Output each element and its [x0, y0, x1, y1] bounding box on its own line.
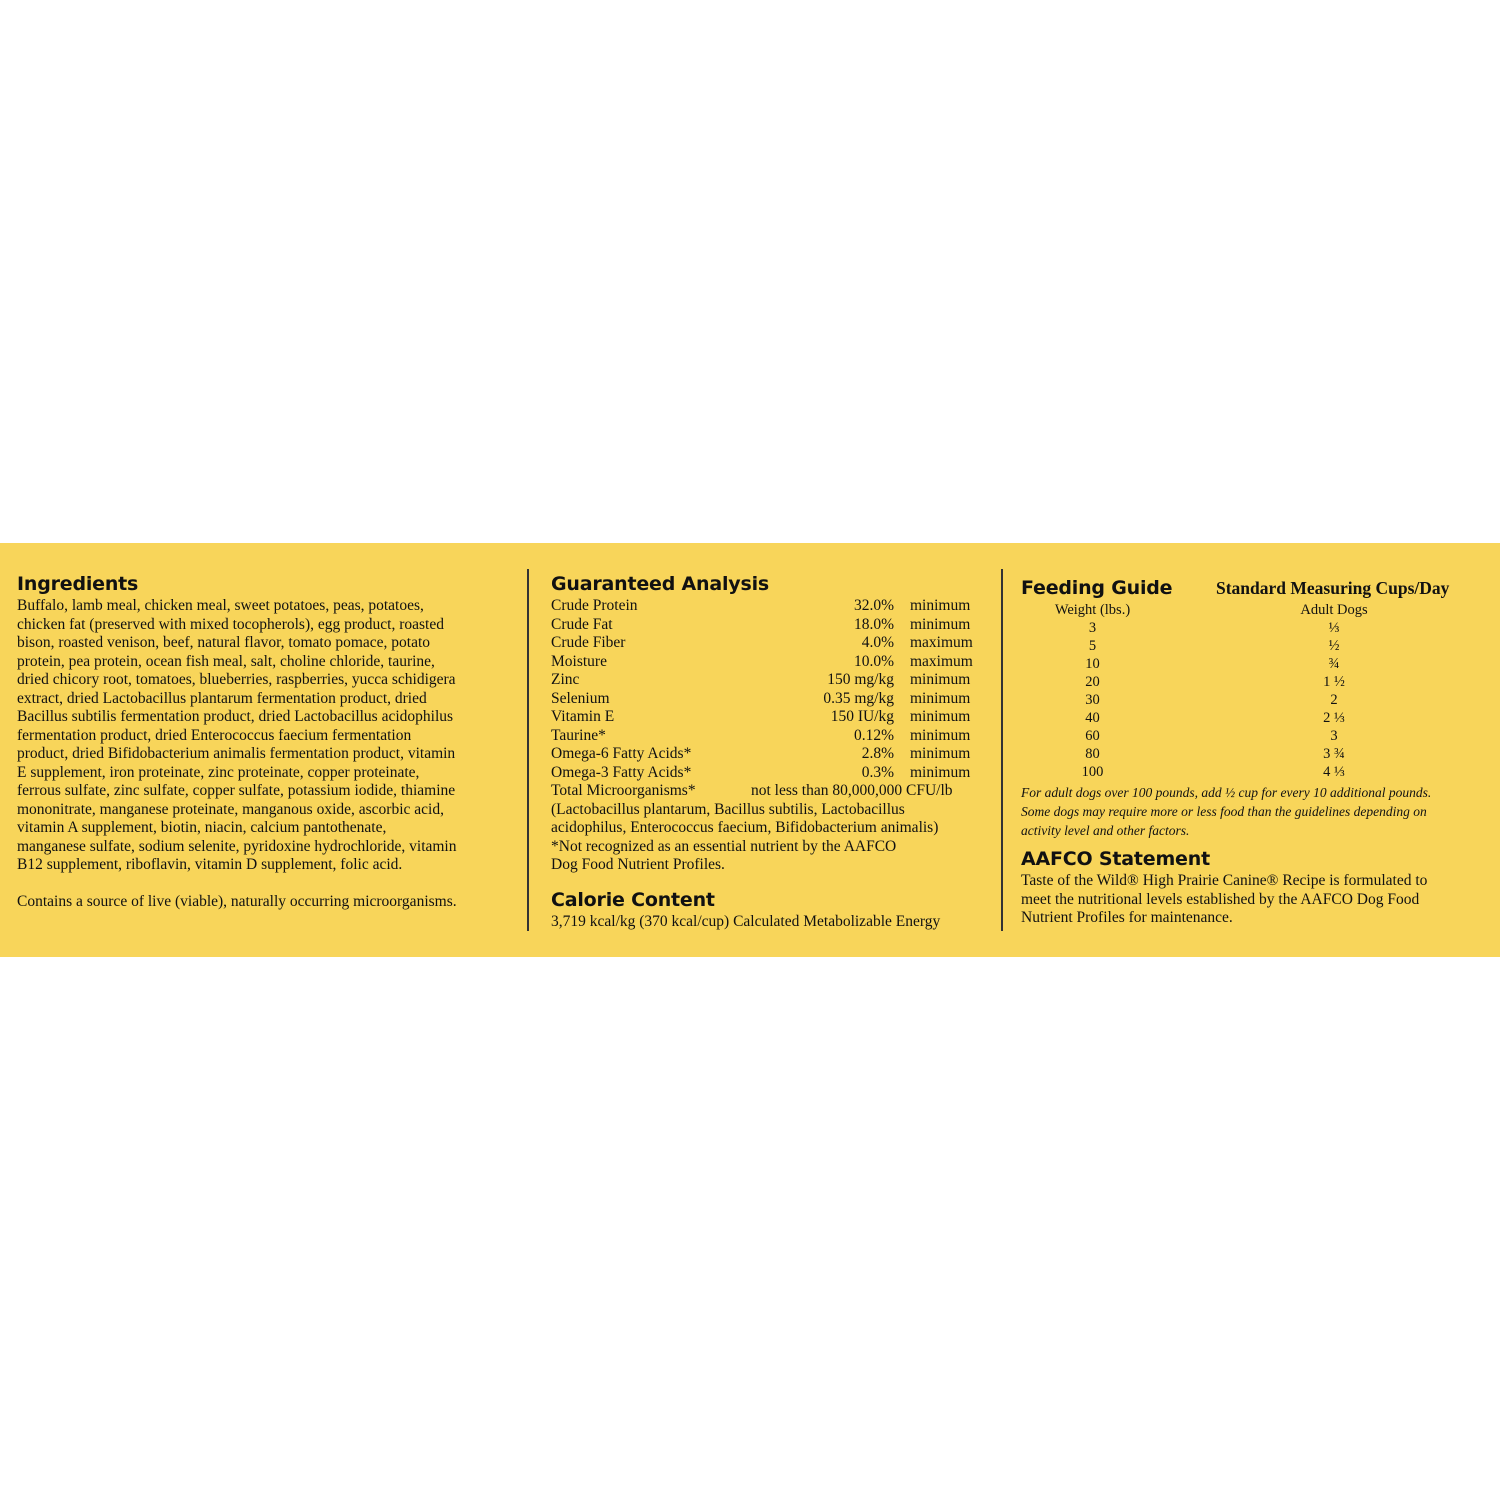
nutrient-qualifier: minimum: [910, 726, 971, 744]
calorie-text: 3,719 kcal/kg (370 kcal/cup) Calculated Metabolizable Energy: [551, 912, 941, 930]
nutrient-value: 150 mg/kg: [827, 671, 894, 688]
weight-cell: 30: [1085, 692, 1100, 708]
cups-cell: ½: [1328, 638, 1340, 654]
nutrient-name: Selenium: [551, 689, 610, 707]
feeding-row: [1021, 691, 1491, 709]
feeding-note-line: For adult dogs over 100 pounds, add ½ cup for every 10 additional pounds.: [1021, 785, 1432, 800]
ingredients-line: E supplement, iron proteinate, zinc proteinate, copper proteinate,: [17, 763, 420, 781]
feeding-note: [1021, 783, 1491, 840]
ingredients-line: product, dried Bifidobacterium animalis fermentation product, vitamin: [17, 745, 456, 762]
ingredients-line: manganese sulfate, sodium selenite, pyridoxine hydrochloride, vitamin: [17, 837, 457, 855]
analysis-row: [551, 745, 991, 764]
ingredients-line: Bacillus subtilis fermentation product, dried Lactobacillus acidophilus: [17, 708, 454, 725]
feeding-row: [1021, 673, 1491, 691]
nutrient-qualifier: minimum: [910, 597, 971, 614]
nutrient-value: 18.0%: [853, 615, 894, 633]
nutrient-qualifier: minimum: [910, 671, 971, 688]
analysis-row: [551, 727, 991, 746]
microorganisms-detail-line: Dog Food Nutrient Profiles.: [551, 856, 725, 873]
nutrient-name: Crude Protein: [551, 597, 638, 614]
feeding-section: [1021, 575, 1491, 928]
cups-cell: ¾: [1328, 656, 1340, 672]
microorganisms-value: not less than 80,000,000 CFU/lb: [751, 782, 953, 799]
nutrient-qualifier: maximum: [910, 652, 973, 670]
nutrient-name: Crude Fiber: [551, 634, 626, 651]
weight-cell: 5: [1088, 638, 1097, 654]
ingredients-line: ferrous sulfate, zinc sulfate, copper sulfate, potassium iodide, thiamine: [17, 782, 456, 799]
aafco-line: Nutrient Profiles for maintenance.: [1021, 909, 1233, 926]
weight-cell: 20: [1085, 674, 1100, 690]
microorganisms-label: Total Microorganisms*: [551, 782, 696, 799]
feeding-row: [1021, 619, 1491, 637]
feeding-heading: Feeding Guide: [1021, 577, 1173, 599]
cups-cell: 1 ½: [1323, 674, 1345, 690]
cups-cell: 3: [1330, 728, 1338, 744]
feeding-row: [1021, 745, 1491, 763]
nutrient-value: 32.0%: [853, 597, 894, 614]
microorganisms-details: [551, 801, 991, 875]
feeding-note-line: Some dogs may require more or less food than the guidelines depending on: [1021, 804, 1427, 819]
ingredients-line: vitamin A supplement, biotin, niacin, calcium pantothenate,: [17, 819, 387, 836]
nutrient-name: Zinc: [551, 671, 580, 688]
weight-cell: 40: [1085, 710, 1100, 726]
microorganisms-detail-line: (Lactobacillus plantarum, Bacillus subtilis, Lactobacillus: [551, 800, 905, 818]
microorganisms-row: [551, 782, 991, 801]
analysis-row: [551, 653, 991, 672]
cups-cell: 3 ¾: [1323, 746, 1345, 762]
analysis-row: [551, 597, 991, 616]
cups-cell: 2 ⅓: [1323, 710, 1345, 726]
nutrient-qualifier: minimum: [910, 708, 971, 725]
microorganisms-detail-line: acidophilus, Enterococcus faecium, Bifidobacterium animalis): [551, 819, 939, 836]
analysis-table: [551, 597, 991, 782]
cups-column-header: Adult Dogs: [1300, 602, 1368, 618]
nutrient-value: 2.8%: [861, 745, 894, 762]
feeding-header: [1021, 575, 1491, 601]
feeding-subheading: Standard Measuring Cups/Day: [1216, 578, 1450, 598]
nutrient-value: 150 IU/kg: [830, 708, 894, 725]
feeding-row: [1021, 637, 1491, 655]
analysis-row: [551, 764, 991, 783]
ingredients-line: bison, roasted venison, beef, natural flavor, tomato pomace, potato: [17, 634, 431, 651]
feeding-column-headers: [1021, 601, 1491, 619]
nutrient-qualifier: minimum: [910, 763, 971, 781]
weight-cell: 3: [1088, 620, 1097, 636]
ingredients-line: extract, dried Lactobacillus plantarum fermentation product, dried: [17, 689, 427, 707]
microorganisms-note: Contains a source of live (viable), naturally occurring microorganisms.: [17, 892, 457, 910]
analysis-row: [551, 690, 991, 709]
aafco-heading: AAFCO Statement: [1021, 848, 1210, 870]
nutrient-value: 4.0%: [861, 634, 894, 651]
weight-column-header: Weight (lbs.): [1054, 602, 1131, 618]
ingredients-heading: Ingredients: [17, 573, 139, 595]
nutrient-name: Omega-3 Fatty Acids*: [551, 763, 692, 781]
nutrient-qualifier: minimum: [910, 689, 971, 707]
ingredients-text: [17, 597, 517, 875]
ingredients-line: chicken fat (preserved with mixed tocopherols), egg product, roasted: [17, 615, 444, 633]
nutrient-value: 0.3%: [861, 763, 894, 781]
ingredients-line: protein, pea protein, ocean fish meal, salt, choline chloride, taurine,: [17, 652, 435, 670]
nutrient-qualifier: minimum: [910, 745, 971, 762]
analysis-row: [551, 616, 991, 635]
cups-cell: 2: [1330, 692, 1338, 708]
aafco-line: meet the nutritional levels established by the AAFCO Dog Food: [1021, 890, 1420, 908]
microorganisms-detail-line: *Not recognized as an essential nutrient by the AAFCO: [551, 837, 897, 855]
ingredients-line: B12 supplement, riboflavin, vitamin D supplement, folic acid.: [17, 856, 403, 873]
feeding-row: [1021, 727, 1491, 745]
aafco-line: Taste of the Wild® High Prairie Canine® Recipe is formulated to: [1021, 872, 1428, 889]
column-divider-2: [1001, 569, 1003, 931]
calorie-heading: Calorie Content: [551, 888, 715, 911]
column-divider-1: [527, 569, 529, 931]
nutrient-qualifier: maximum: [910, 634, 973, 651]
aafco-text: [1021, 872, 1491, 928]
nutrient-value: 0.12%: [853, 726, 894, 744]
weight-cell: 10: [1085, 656, 1100, 672]
feeding-table: [1021, 619, 1491, 781]
cups-cell: 4 ⅓: [1323, 764, 1345, 780]
analysis-row: [551, 708, 991, 727]
ingredients-section: [17, 571, 517, 911]
ingredients-line: mononitrate, manganese proteinate, manganous oxide, ascorbic acid,: [17, 800, 444, 818]
cups-cell: ⅓: [1328, 620, 1340, 636]
nutrient-name: Crude Fat: [551, 615, 613, 633]
nutrient-name: Taurine*: [551, 726, 606, 744]
nutrient-name: Moisture: [551, 652, 607, 670]
ingredients-line: Buffalo, lamb meal, chicken meal, sweet potatoes, peas, potatoes,: [17, 597, 424, 614]
nutrient-qualifier: minimum: [910, 615, 971, 633]
feeding-row: [1021, 655, 1491, 673]
nutrient-value: 0.35 mg/kg: [823, 689, 894, 707]
feeding-row: [1021, 709, 1491, 727]
ingredients-line: dried chicory root, tomatoes, blueberries, raspberries, yucca schidigera: [17, 671, 456, 688]
feeding-row: [1021, 763, 1491, 781]
weight-cell: 60: [1085, 728, 1100, 744]
feeding-note-line: activity level and other factors.: [1021, 823, 1190, 838]
nutrient-name: Vitamin E: [551, 708, 615, 725]
weight-cell: 100: [1081, 764, 1104, 780]
analysis-row: [551, 671, 991, 690]
analysis-heading: Guaranteed Analysis: [551, 573, 770, 595]
analysis-row: [551, 634, 991, 653]
analysis-section: [551, 571, 991, 931]
ingredients-line: fermentation product, dried Enterococcus faecium fermentation: [17, 726, 412, 744]
nutrient-name: Omega-6 Fatty Acids*: [551, 745, 692, 762]
nutrient-value: 10.0%: [853, 652, 894, 670]
weight-cell: 80: [1085, 746, 1100, 762]
